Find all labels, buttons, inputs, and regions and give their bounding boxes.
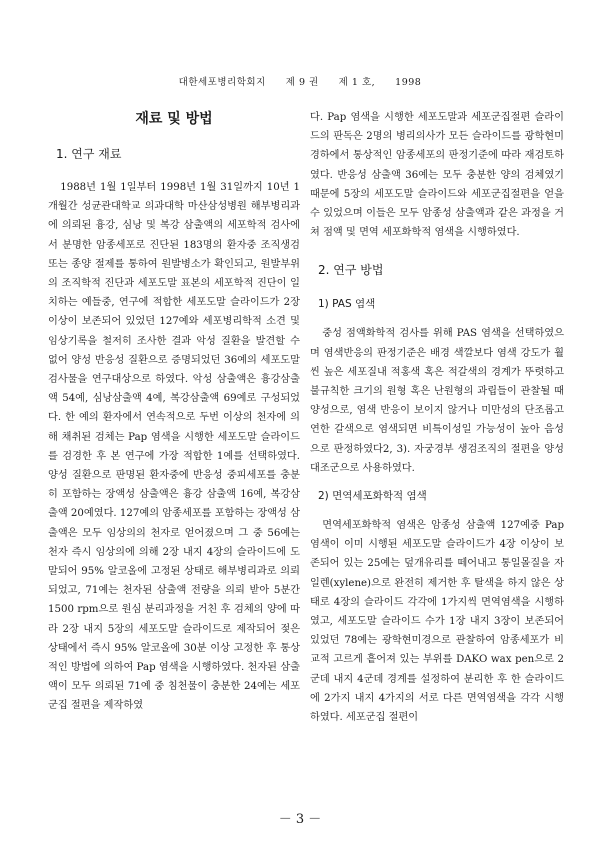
subsubsection-heading-immuno: 2) 면역세포화학적 염색	[318, 490, 427, 503]
running-head: 대한세포병리학회지 제 9 권 제 1 호, 1998	[178, 77, 422, 88]
right-column	[310, 108, 564, 727]
subsection-heading-materials: 1. 연구 재료	[56, 147, 122, 161]
section-title: 재료 및 방법	[135, 111, 213, 127]
paragraph-materials: 1988년 1월 1일부터 1998년 1월 31일까지 10년 1개월간 성균관대학교 의과대학 마산삼성병원 해부병리과에 의뢰된 흉강, 심낭 및 복강 삼출액의 세포학적 검사에서 분명한 암종세포로 진단된 183명의 환자중 조직생검 또는 종양 절제를 통하여 원발병소가 확인되고, 원발부위의 조직학적 진단과 세포도말 표본의 세포학적 진단이 일치하는 예들중, 연구에 적합한 세포도말 슬라이드가 2장 이상이 보존되어 있었던 127예와 세포병리학적 소견 및 임상기록을 철저히 조사한 결과 악성 질환을 발견할 수 없어 양성 반응성 질환으로 증명되었던 36예의 세포도말 검사물을 연구대상으로 하였다. 악성 삼출액은 흉강삼출액 54예, 심낭삼출액 4예, 복강삼출액 69예로 구성되었다. 한 예의 환자에서 연속적으로 두번 이상의 천자에 의해 채취된 검체는 Pap 염색을 시행한 세포도말 슬라이드를 검경한 후 본 연구에 가장 적합한 1예를 선택하였다. 양성 질환으로 판명된 환자중에 반응성 중피세포를 충분히 포함하는 장액성 삼출액은 흉강 삼출액 16예, 복강삼출액 20예였다. 127예의 암종세포를 포함하는 장액성 삼출액은 모두 임상의의 천자로 얻어졌으며 그 중 56예는 천자 즉시 임상의에 의해 2장 내지 4장의 슬라이드에 도말되어 95% 알코올에 고정된 상태로 해부병리과로 의뢰되었고, 71예는 천자된 삼출액 전량을 의뢰 받아 5분간 1500 rpm으로 원심 분리과정을 거친 후 검체의 양에 따라 2장 내지 5장의 세포도말 슬라이드로 제작되어 젖은 상태에서 즉시 95% 알코올에 30분 이상 고정한 후 통상적인 방법에 의하여 Pap 염색을 시행하였다. 천자된 삼출액이 모두 의뢰된 71예 중 침천물이 충분한 24예는 세포군집 절편을 제작하였	[48, 182, 300, 712]
left-column	[48, 108, 300, 716]
paragraph-immunocytochemistry: 면역세포화학적 염색은 암종성 삼출액 127예중 Pap 염색이 이미 시행된 세포도말 슬라이드가 4장 이상이 보존되어 있는 25예는 덮개유리를 떼어내고 통일몰질을 자일렌(xylene)으로 완전히 제거한 후 탈색을 하지 않은 상태로 4장의 슬라이드 각각에 1가지씩 면역염색을 시행하였고, 세포도말 슬라이드 수가 1장 내지 3장이 보존되어 있었던 78예는 광학현미경으로 관찰하여 암종세포가 비교적 고르게 흩어져 있는 부위를 DAKO wax pen으로 2군데 내지 4군데 경계를 설정하여 분리한 후 한 슬라이드에 2가지 내지 4가지의 서로 다른 면역염색을 각각 시행하였다. 세포군집 절편이	[310, 520, 564, 724]
paragraph-pas-stain: 중성 점액화학적 검사를 위해 PAS 염색을 선택하였으며 염색반응의 판정기준은 배경 색깔보다 염색 강도가 훨씬 높은 세포질내 적홍색 혹은 적갈색의 경계가 뚜렷하고 불규칙한 크기의 원형 혹은 난원형의 과립들이 관찰될 때 양성으로, 염색 반응이 보이지 않거나 미만성의 단조롭고 연한 갈색으로 염색되면 비특이성일 가능성이 높아 음성으로 판정하였다2, 3). 자궁경부 생검조직의 절편을 양성대조군으로 사용하였다.	[310, 328, 564, 474]
page-number: － 3 －	[278, 812, 322, 827]
subsection-heading-methods: 2. 연구 방법	[318, 263, 384, 278]
paragraph-materials-continued: 다. Pap 염색을 시행한 세포도말과 세포군집절편 슬라이드의 판독은 2명의 병리의사가 모든 슬라이드를 광학현미경하에서 통상적인 암종세포의 판정기준에 따라 재검토하였다. 반응성 삼출액 36예는 모두 충분한 양의 검체였기 때문에 5장의 세포도말 슬라이드와 세포군집절편을 얻을 수 있었으며 이들은 모두 암종성 삼출액과 같은 과정을 거쳐 점액 및 면역 세포화학적 염색을 시행하였다.	[310, 112, 564, 239]
subsubsection-heading-pas: 1) PAS 염색	[318, 298, 376, 311]
